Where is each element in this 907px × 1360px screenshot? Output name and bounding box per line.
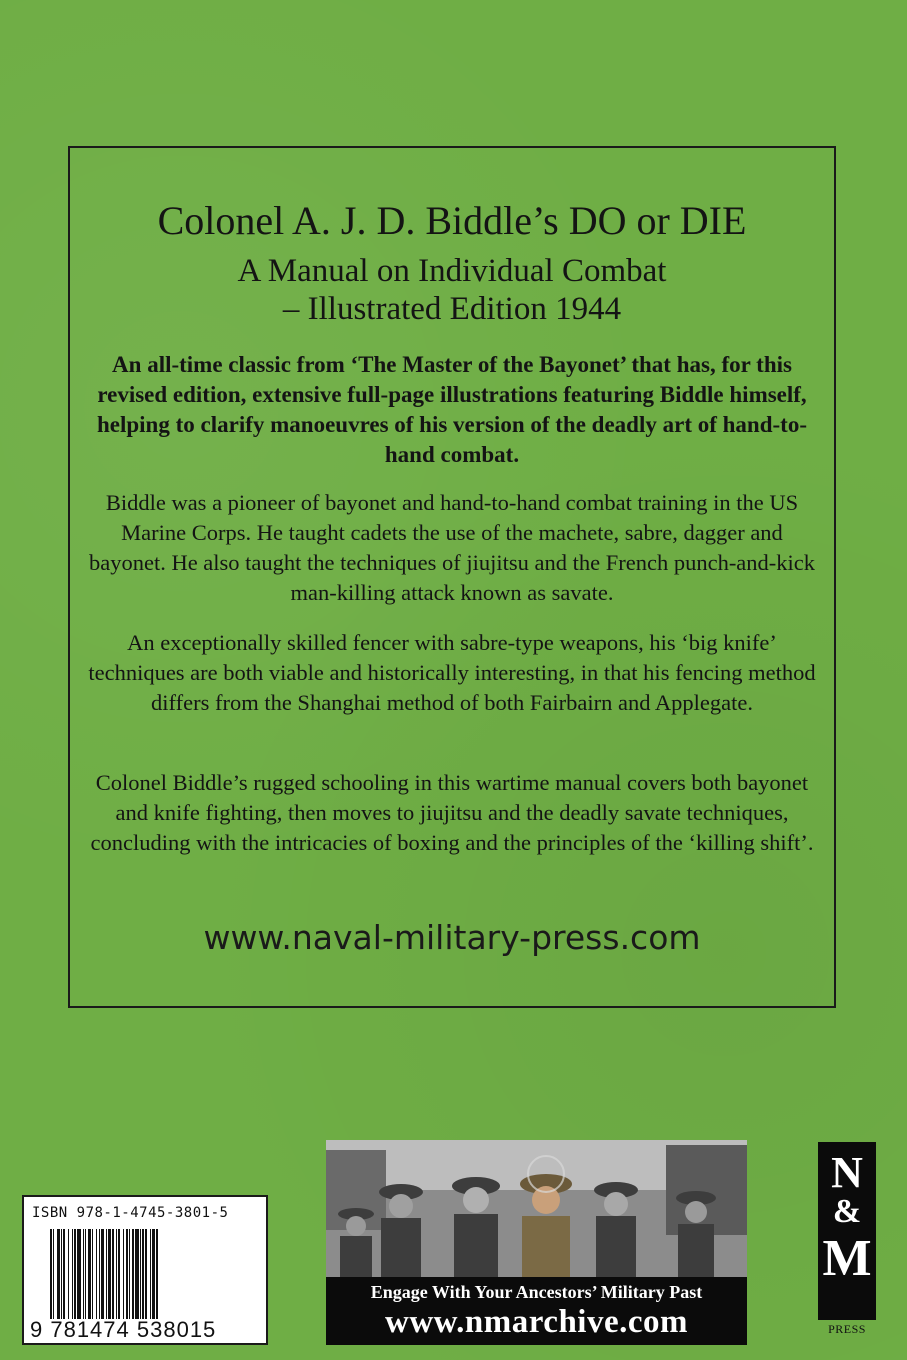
archive-advert[interactable]: [326, 1140, 747, 1345]
logo-press-label: PRESS: [828, 1322, 866, 1336]
barcode-bars: [50, 1229, 260, 1319]
barcode-bar: [158, 1229, 159, 1319]
soldiers-photo-illustration: [326, 1140, 747, 1277]
lead-paragraph: An all-time classic from ‘The Master of the Bayonet’ that has, for this revised edition, extensive full-page illustrations featuring Biddle himself, helping to clarify manoeuvres of his version of the deadly art of hand-to-hand combat.: [96, 352, 807, 467]
logo-ampersand: &: [832, 1193, 862, 1230]
isbn-number: ISBN 978-1-4745-3801-5: [32, 1205, 229, 1221]
subtitle-line-2: – Illustrated Edition 1944: [282, 291, 622, 327]
advert-url[interactable]: www.nmarchive.com: [384, 1304, 689, 1340]
soldiers-photo: [326, 1140, 747, 1277]
body-paragraph-3: Colonel Biddle’s rugged schooling in this wartime manual covers both bayonet and knife fighting, then moves to jiujitsu and the deadly savate techniques, concluding with the intricacies of boxing and the principles of the ‘killing shift’.: [90, 770, 814, 855]
subtitle-line-1: A Manual on Individual Combat: [237, 253, 667, 289]
text-frame: [68, 146, 836, 1008]
advert-tagline: Engage With Your Ancestors’ Military Past: [370, 1282, 703, 1302]
isbn-barcode: [22, 1195, 268, 1345]
nm-press-logo: [818, 1142, 876, 1320]
body-paragraph-1: Biddle was a pioneer of bayonet and hand-to-hand combat training in the US Marine Corps. He taught cadets the use of the machete, sabre, dagger and bayonet. He also taught the techniques of jiujitsu and the French punch-and-kick man-killing attack known as savate.: [88, 490, 816, 605]
logo-letter-n: N: [831, 1148, 863, 1197]
logo-letter-m: M: [822, 1230, 872, 1287]
publisher-url[interactable]: www.naval-military-press.com: [203, 918, 701, 957]
book-title: Colonel A. J. D. Biddle’s DO or DIE: [157, 198, 747, 243]
barcode-digits: 9 781474 538015: [30, 1317, 217, 1342]
body-paragraph-2: An exceptionally skilled fencer with sabre-type weapons, his ‘big knife’ techniques are both viable and historically interesting, in that his fencing method differs from the Shanghai method of both Fairbairn and Applegate.: [88, 630, 816, 715]
book-subtitle: [70, 252, 834, 328]
